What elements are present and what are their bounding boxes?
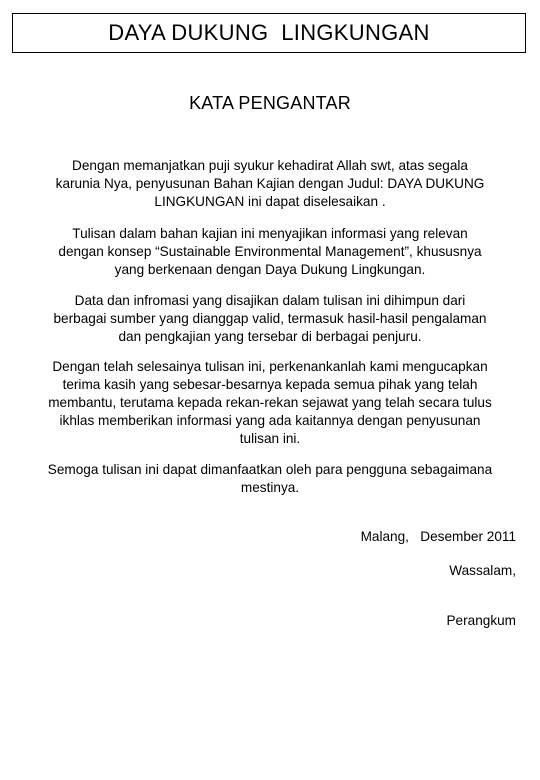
signature-author: Perangkum: [446, 613, 516, 628]
paragraph-content: Tulisan dalam bahan kajian ini menyajikan informasi yang relevan dengan konsep “Sustainable Environmental Management”, khususnya yang berkenaan dengan Daya Dukung Lingkungan.: [58, 226, 482, 277]
document-title: DAYA DUKUNG LINGKUNGAN: [108, 20, 430, 45]
paragraph-sources: Data dan infromasi yang disajikan dalam tulisan ini dihimpun dari berbagai sumber yang dianggap valid, termasuk hasil-hasil pengalaman dan pengkajian yang tersebar di berbagai penjuru.: [53, 293, 487, 344]
title-box: [12, 13, 526, 53]
section-heading: KATA PENGANTAR: [189, 93, 351, 113]
signature-place-date: Malang, Desember 2011: [360, 529, 516, 544]
signature-greeting: Wassalam,: [449, 563, 516, 578]
paragraph-gratitude: Dengan memanjatkan puji syukur kehadirat Allah swt, atas segala karunia Nya, penyusunan Bahan Kajian dengan Judul: DAYA DUKUNG LINGKUNGAN ini dapat diselesaikan .: [55, 158, 485, 209]
paragraph-closing: Semoga tulisan ini dapat dimanfaatkan oleh para pengguna sebagaimana mestinya.: [47, 462, 493, 495]
paragraph-thanks: Dengan telah selesainya tulisan ini, perkenankanlah kami mengucapkan terima kasih yang sebesar-besarnya kepada semua pihak yang telah membantu, terutama kepada rekan-rekan sejawat yang telah secara tulus ikhlas memberikan informasi yang ada kaitannya dengan penyusunan tulisan ini.: [48, 359, 492, 446]
